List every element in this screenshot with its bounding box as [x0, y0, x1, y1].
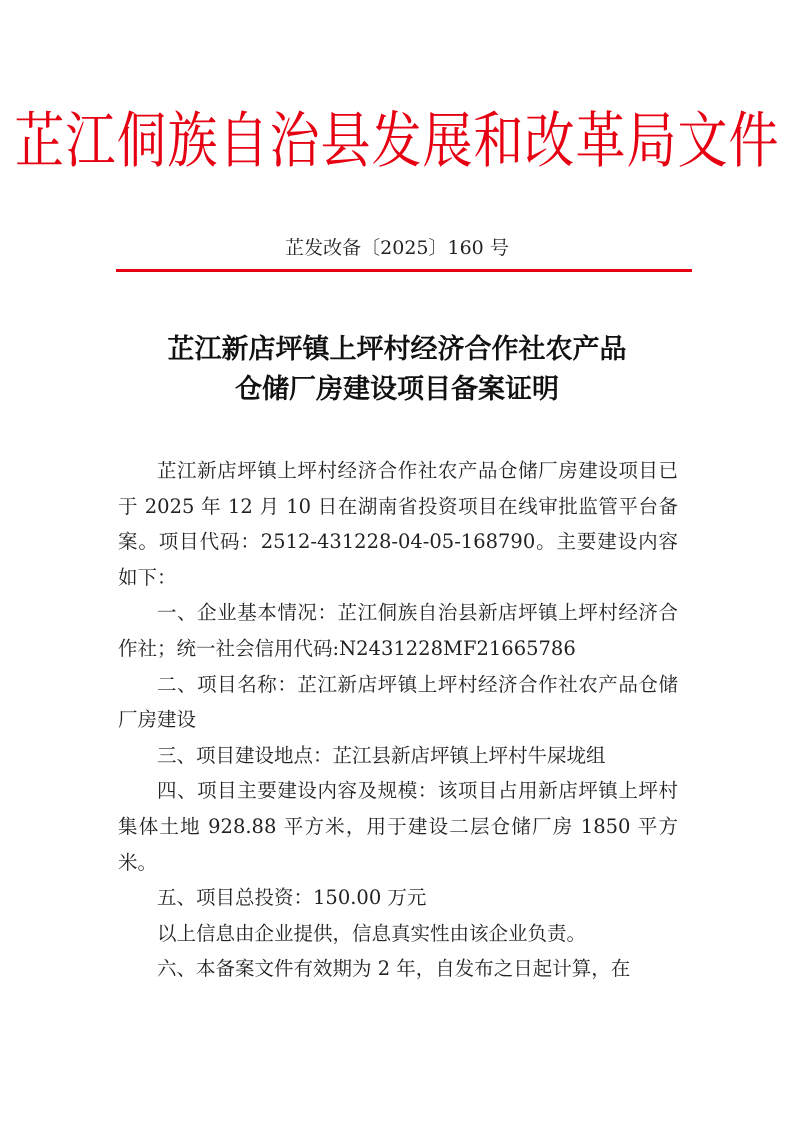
- document-header-title: 芷江侗族自治县发展和改革局文件: [14, 105, 780, 177]
- document-number: 芷发改备〔2025〕160 号: [285, 237, 509, 259]
- body-paragraph-disclaimer: 以上信息由企业提供，信息真实性由该企业负责。: [157, 921, 587, 945]
- document-title-line-2: 仓储厂房建设项目备案证明: [235, 374, 559, 405]
- document-body: [118, 453, 678, 987]
- body-paragraph-project-name: 二、项目名称：芷江新店坪镇上坪村经济合作社农产品仓储厂房建设: [118, 672, 678, 732]
- body-paragraph-construction-scale: 四、项目主要建设内容及规模：该项目占用新店坪镇上坪村集体土地 928.88 平方米，用于建设二层仓储厂房 1850 平方米。: [118, 779, 678, 874]
- body-paragraph-intro: 芷江新店坪镇上坪村经济合作社农产品仓储厂房建设项目已于 2025 年 12 月 10 日在湖南省投资项目在线审批监管平台备案。项目代码：2512-431228-04-05-168790。主要建设内容如下：: [118, 459, 678, 589]
- document-title: [0, 330, 794, 410]
- body-paragraph-enterprise-info: 一、企业基本情况：芷江侗族自治县新店坪镇上坪村经济合作社；统一社会信用代码:N2431228MF21665786: [118, 601, 678, 660]
- body-paragraph-validity: 六、本备案文件有效期为 2 年，自发布之日起计算，在: [157, 957, 631, 981]
- body-paragraph-total-investment: 五、项目总投资：150.00 万元: [157, 886, 427, 910]
- red-divider-line: [116, 269, 692, 272]
- body-paragraph-project-location: 三、项目建设地点：芷江县新店坪镇上坪村牛屎垅组: [157, 743, 606, 767]
- document-title-line-1: 芷江新店坪镇上坪村经济合作社农产品: [167, 334, 627, 365]
